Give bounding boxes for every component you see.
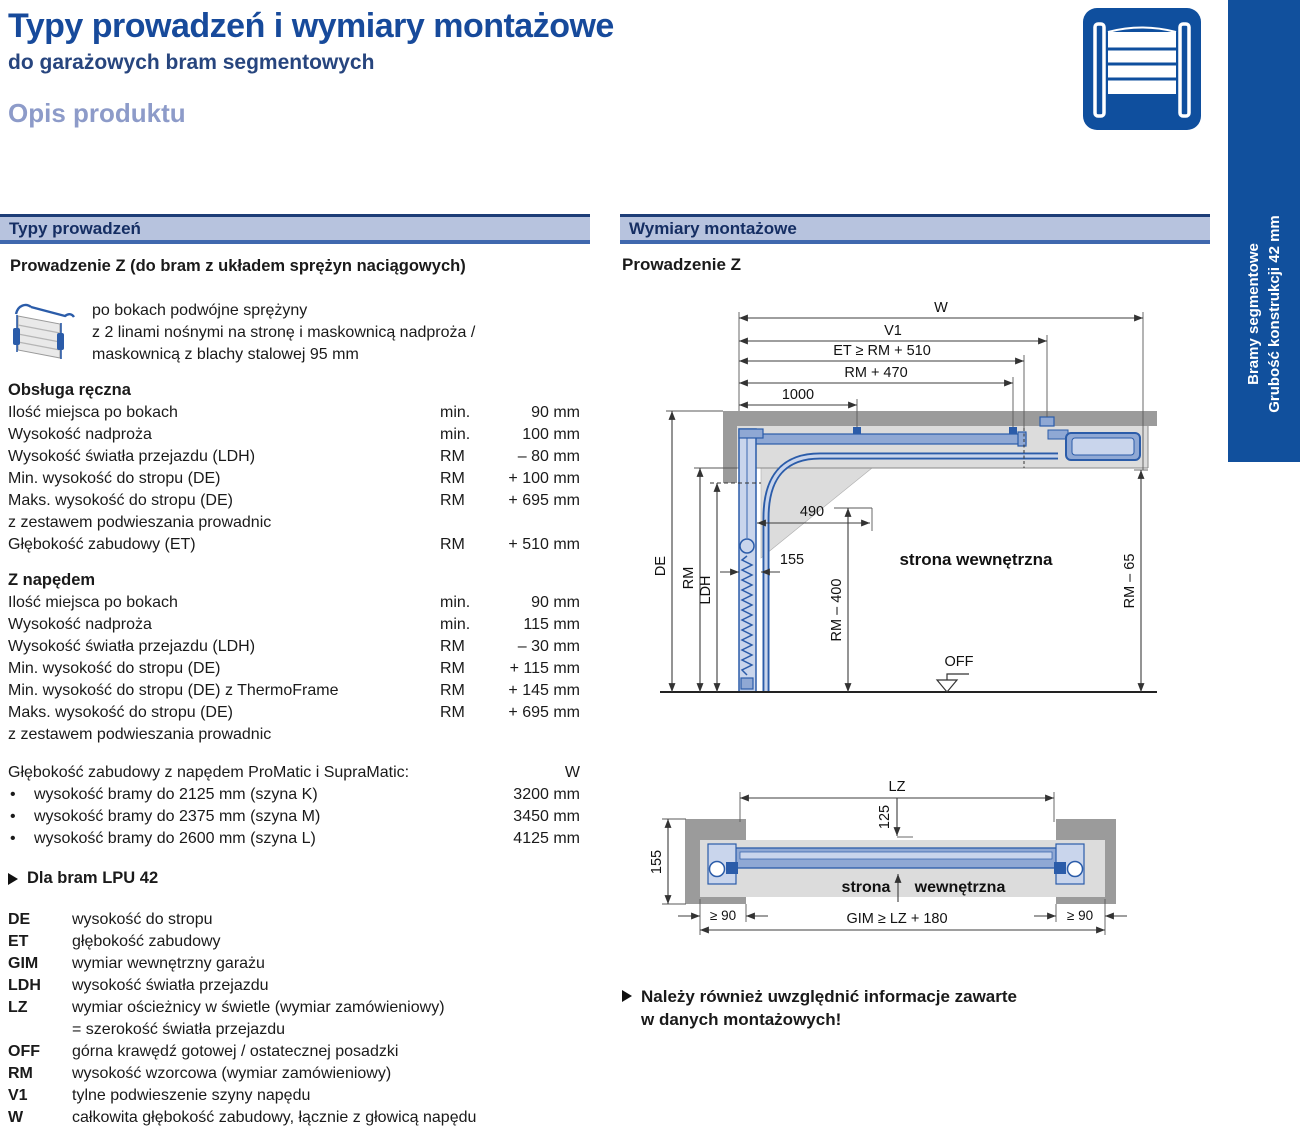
- intro-row: [8, 300, 590, 366]
- table-row: Ilość miejsca po bokach min. 90 mm: [8, 404, 580, 421]
- legend-row: GIM wymiar wewnętrzny garażu: [8, 955, 265, 972]
- page-title: Typy prowadzeń i wymiary montażowe: [8, 7, 614, 45]
- table-row: • wysokość bramy do 2600 mm (szyna L) 4125 mm: [8, 828, 580, 850]
- inner-side-label: strona wewnętrzna: [899, 550, 1053, 569]
- dim-gim: GIM ≥ LZ + 180: [846, 911, 948, 927]
- legend-row: OFF górna krawędź gotowej / ostatecznej posadzki: [8, 1043, 399, 1060]
- lintel: [723, 426, 737, 483]
- powered-spec-table: [8, 592, 580, 746]
- table-row: Głębokość zabudowy (ET) RM + 510 mm: [8, 536, 580, 553]
- triangle-bullet-icon: [622, 990, 632, 1002]
- drive-rail: [747, 434, 1026, 444]
- manual-title: Obsługa ręczna: [8, 381, 131, 399]
- roller: [740, 539, 754, 553]
- dim-rm400: RM – 400: [829, 578, 845, 642]
- intro-line: po bokach podwójne sprężyny: [92, 302, 308, 319]
- dim-et: ET ≥ RM + 510: [833, 343, 931, 359]
- intro-text: [92, 300, 475, 366]
- dim-w: W: [934, 300, 948, 316]
- dim-de: DE: [653, 555, 669, 577]
- table-row: Wysokość światła przejazdu (LDH) RM – 80 mm: [8, 448, 580, 465]
- dim-rm65: RM – 65: [1122, 553, 1138, 609]
- table-row: Min. wysokość do stropu (DE) RM + 115 mm: [8, 660, 580, 677]
- left-section-bar: Typy prowadzeń: [0, 214, 590, 244]
- garage-door-icon: [1083, 8, 1201, 130]
- montage-note-text: Należy również uwzględnić informacje zawarte w danych montażowych!: [641, 987, 1017, 1029]
- edge-tab: [1228, 0, 1300, 462]
- ceiling: [723, 411, 1157, 426]
- table-row: • wysokość bramy do 2375 mm (szyna M) 3450 mm: [8, 806, 580, 828]
- legend-row: LZ wymiar ościeżnicy w świetle (wymiar zamówieniowy) = szerokość światła przejazdu: [8, 999, 445, 1038]
- left-column: [0, 214, 590, 1129]
- table-row: Ilość miejsca po bokach min. 90 mm: [8, 594, 580, 611]
- dim-490: 490: [799, 504, 825, 520]
- right-section-bar: Wymiary montażowe: [620, 214, 1210, 244]
- legend-row: DE wysokość do stropu: [8, 911, 213, 928]
- montage-note: [622, 985, 1182, 1031]
- triangle-bullet-icon: [8, 873, 18, 885]
- table-row: Wysokość nadproża min. 115 mm: [8, 616, 580, 633]
- powered-title: Z napędem: [8, 571, 96, 589]
- table-row: Wysokość światła przejazdu (LDH) RM – 30 mm: [8, 638, 580, 655]
- legend-row: V1 tylne podwieszenie szyny napędu: [8, 1087, 311, 1104]
- intro-line: maskownicą z blachy stalowej 95 mm: [92, 346, 359, 363]
- rail-hanger: [1009, 427, 1017, 434]
- table-row: z zestawem podwieszania prowadnic: [8, 726, 272, 743]
- dim-155-plan: 155: [649, 849, 665, 875]
- table-row: • wysokość bramy do 2125 mm (szyna K) 3200 mm: [8, 784, 580, 806]
- dim-155: 155: [779, 552, 805, 568]
- left-variant-title: Prowadzenie Z (do bram z układem sprężyn naciągowych): [10, 257, 466, 275]
- edge-tab-text: [1243, 215, 1285, 413]
- legend-row: ET głębokość zabudowy: [8, 933, 221, 950]
- dim-rm: RM: [681, 566, 697, 590]
- lpu-note-text: Dla bram LPU 42: [27, 869, 159, 887]
- table-row: Min. wysokość do stropu (DE) z ThermoFrame RM + 145 mm: [8, 682, 580, 699]
- plan-view-diagram: [620, 772, 1200, 962]
- dim-lz: LZ: [888, 779, 906, 795]
- off-label: OFF: [944, 654, 974, 670]
- intro-line: z 2 linami nośnymi na stronę i maskownicą nadproża /: [92, 324, 476, 341]
- legend-row: LDH wysokość światła przejazdu: [8, 977, 269, 994]
- dim-rm470: RM + 470: [844, 365, 908, 381]
- inner-side-label-2: wewnętrzna: [914, 879, 1006, 896]
- floor-level-icon: [947, 674, 969, 680]
- table-row: z zestawem podwieszania prowadnic: [8, 514, 272, 531]
- right-column: [620, 214, 1210, 275]
- edge-tab-line2: Grubość konstrukcji 42 mm: [1266, 215, 1283, 413]
- dim-ge90-left: ≥ 90: [709, 908, 737, 923]
- dim-v1: V1: [884, 323, 902, 339]
- edge-tab-line1: Bramy segmentowe: [1245, 243, 1262, 386]
- rail-hanger: [853, 427, 861, 434]
- table-row: Min. wysokość do stropu (DE) RM + 100 mm: [8, 470, 580, 487]
- lintel-cover: [739, 429, 763, 438]
- legend: [8, 909, 590, 1129]
- table-row: Wysokość nadproża min. 100 mm: [8, 426, 580, 443]
- page-header: [8, 6, 1008, 128]
- v1-hanger: [1040, 417, 1054, 426]
- inner-side-label-1: strona: [841, 879, 891, 896]
- dim-125: 125: [877, 804, 893, 830]
- manual-spec-table: [8, 402, 580, 556]
- dim-1000: 1000: [781, 387, 815, 403]
- section-title: Opis produktu: [8, 98, 186, 128]
- sectional-door-mini-icon: [8, 300, 76, 364]
- right-variant-title: Prowadzenie Z: [622, 255, 742, 274]
- lpu-note: [8, 869, 590, 888]
- table-row: Maks. wysokość do stropu (DE) RM + 695 mm: [8, 492, 580, 509]
- page-subtitle: do garażowych bram segmentowych: [8, 51, 375, 74]
- dim-ldh: LDH: [698, 575, 714, 605]
- table-row: Głębokość zabudowy z napędem ProMatic i SupraMatic: W: [8, 764, 580, 781]
- side-view-diagram: [620, 288, 1200, 713]
- legend-row: RM wysokość wzorcowa (wymiar zamówieniowy): [8, 1065, 392, 1082]
- table-row: Maks. wysokość do stropu (DE) RM + 695 mm: [8, 704, 580, 721]
- legend-row: W całkowita głębokość zabudowy, łącznie z głowicą napędu: [8, 1109, 477, 1126]
- drive-depth-table: [8, 762, 580, 850]
- dim-ge90-right: ≥ 90: [1066, 908, 1094, 923]
